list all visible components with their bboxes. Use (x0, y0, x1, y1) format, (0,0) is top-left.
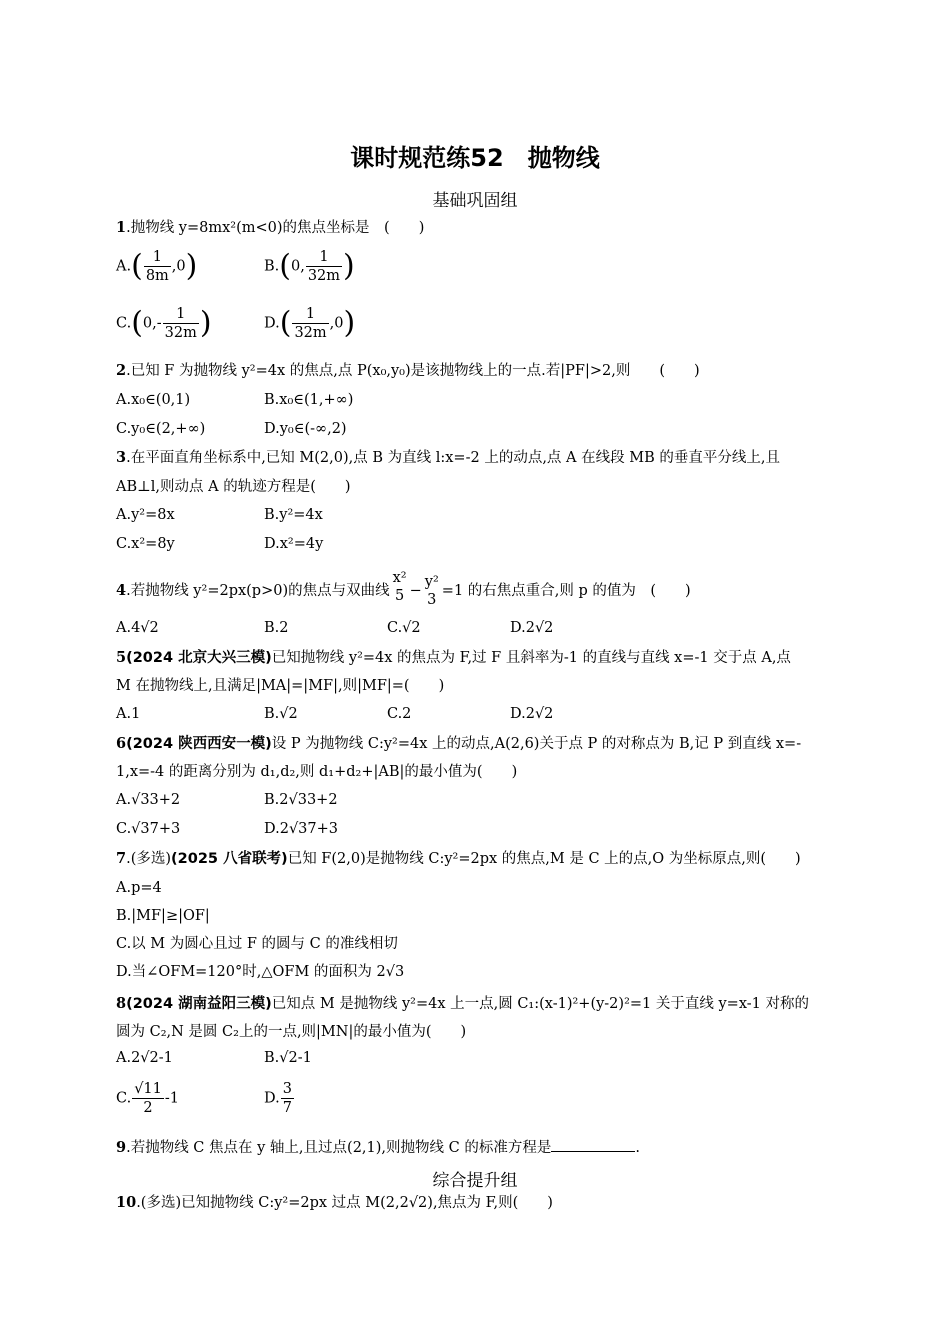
question-text: .若抛物线 C 焦点在 y 轴上,且过点(2,1),则抛物线 C 的标准方程是 (126, 1140, 552, 1156)
question-3 (116, 449, 780, 467)
fraction (163, 305, 199, 342)
numerator: 1 (163, 305, 199, 324)
paren-right: ) (185, 248, 198, 284)
paren-right: ) (343, 305, 356, 341)
question-text: .(多选)已知抛物线 C:y²=2px 过点 M(2,2√2),焦点为 F,则( ) (136, 1195, 553, 1211)
option-label: C. (116, 315, 132, 332)
question-prefix: .(多选) (126, 851, 172, 867)
fraction (292, 305, 328, 342)
fraction (423, 573, 441, 609)
question-6 (116, 735, 801, 753)
option-2c: C.y₀∈(2,+∞) (116, 421, 206, 437)
question-text: .若抛物线 y²=2px(p>0)的焦点与双曲线 (126, 583, 390, 599)
option-8c (116, 1080, 179, 1117)
question-text: 已知抛物线 y²=4x 的焦点为 F,过 F 且斜率为-1 的直线与直线 x=-1 交于点 A,点 (271, 650, 791, 666)
question-7 (116, 850, 801, 868)
numerator: 3 (282, 1081, 292, 1097)
denominator: 7 (282, 1100, 292, 1116)
option-7a: A.p=4 (116, 880, 162, 896)
source-tag: (2024 陕西西安一模) (126, 736, 272, 752)
question-9 (116, 1139, 640, 1157)
option-label: A. (116, 258, 132, 275)
option-8b: B.√2-1 (264, 1050, 312, 1066)
option-1d (264, 305, 355, 342)
option-label: B. (264, 258, 280, 275)
option-8a: A.2√2-1 (116, 1050, 173, 1066)
option-1b (264, 248, 355, 285)
option-tail: ,0 (171, 258, 186, 275)
question-5-line-2: M 在抛物线上,且满足|MA|=|MF|,则|MF|=( ) (116, 678, 445, 694)
question-text-tail: =1 的右焦点重合,则 p 的值为 ( ) (441, 583, 691, 599)
question-text: 设 P 为抛物线 C:y²=4x 上的动点,A(2,6)关于点 P 的对称点为 B,记 P 到直线 x=- (271, 736, 802, 752)
question-number: 1 (116, 219, 127, 236)
option-5d: D.2√2 (510, 706, 554, 722)
fraction (144, 248, 171, 285)
page-title: 课时规范练52 抛物线 (350, 144, 600, 172)
numerator: y² (424, 574, 439, 590)
option-2b: B.x₀∈(1,+∞) (264, 392, 354, 408)
option-head: 0,- (142, 315, 162, 332)
question-number: 10 (116, 1194, 137, 1211)
option-tail: -1 (164, 1090, 180, 1107)
question-2 (116, 362, 700, 380)
question-number: 4 (116, 582, 127, 599)
numerator: x² (392, 570, 407, 586)
numerator: √11 (134, 1081, 162, 1097)
question-text: .抛物线 y=8mx²(m<0)的焦点坐标是 ( ) (126, 220, 425, 236)
option-label: C. (116, 1090, 132, 1107)
option-3d: D.x²=4y (264, 536, 324, 552)
question-number: 5 (116, 649, 127, 666)
option-7c: C.以 M 为圆心且过 F 的圆与 C 的准线相切 (116, 936, 398, 952)
option-1a (116, 248, 197, 285)
option-1c (116, 305, 212, 342)
paren-right: ) (199, 305, 212, 341)
question-8-line-2: 圆为 C₂,N 是圆 C₂上的一点,则|MN|的最小值为( ) (116, 1024, 467, 1040)
option-head: 0, (290, 258, 305, 275)
option-7b: B.|MF|≥|OF| (116, 908, 210, 924)
option-3c: C.x²=8y (116, 536, 175, 552)
question-1 (116, 219, 424, 237)
fraction (306, 248, 342, 285)
option-5b: B.√2 (264, 706, 298, 722)
option-8d (264, 1080, 295, 1117)
question-number: 2 (116, 362, 127, 379)
option-4d: D.2√2 (510, 620, 554, 636)
question-text: .在平面直角坐标系中,已知 M(2,0),点 B 为直线 l:x=-2 上的动点,点 A 在线段 MB 的垂直平分线上,且 (126, 450, 780, 466)
option-6b: B.2√33+2 (264, 792, 338, 808)
question-number: 7 (116, 850, 127, 867)
question-text: 已知 F(2,0)是抛物线 C:y²=2px 的焦点,M 是 C 上的点,O 为坐标原点,则( ) (287, 851, 801, 867)
question-number: 3 (116, 449, 127, 466)
option-label: D. (264, 315, 280, 332)
option-4c: C.√2 (387, 620, 421, 636)
denominator: 32m (294, 325, 327, 341)
question-10 (116, 1194, 553, 1212)
question-number: 6 (116, 735, 127, 752)
option-6a: A.√33+2 (116, 792, 181, 808)
option-6d: D.2√37+3 (264, 821, 339, 837)
denominator: 32m (307, 268, 341, 284)
option-7d: D.当∠OFM=120°时,△OFM 的面积为 2√3 (116, 964, 405, 980)
denominator: 2 (143, 1100, 153, 1116)
option-5a: A.1 (116, 706, 141, 722)
numerator: 1 (306, 248, 342, 267)
denominator: 32m (164, 325, 197, 341)
question-number: 8 (116, 995, 127, 1012)
minus-sign: − (409, 583, 422, 599)
option-5c: C.2 (387, 706, 412, 722)
question-6-line-2: 1,x=-4 的距离分别为 d₁,d₂,则 d₁+d₂+|AB|的最小值为( ) (116, 764, 518, 780)
option-label: D. (264, 1090, 280, 1107)
question-text: .已知 F 为抛物线 y²=4x 的焦点,点 P(x₀,y₀)是该抛物线上的一点.若|PF|>2,则 ( ) (126, 363, 700, 379)
denominator: 3 (427, 592, 437, 608)
fraction (391, 569, 409, 605)
numerator: 1 (292, 305, 328, 324)
source-tag: (2025 八省联考) (171, 851, 288, 867)
option-tail: ,0 (329, 315, 344, 332)
source-tag: (2024 北京大兴三模) (126, 650, 272, 666)
question-8 (116, 995, 809, 1013)
numerator: 1 (144, 248, 171, 267)
question-end: . (635, 1140, 640, 1156)
option-3a: A.y²=8x (116, 507, 175, 523)
option-6c: C.√37+3 (116, 821, 181, 837)
fraction (132, 1080, 164, 1117)
denominator: 5 (395, 588, 405, 604)
paren-left: ( (131, 305, 143, 341)
question-4 (116, 570, 691, 609)
paren-right: ) (343, 248, 355, 284)
question-number: 9 (116, 1139, 127, 1156)
section-heading-advanced: 综合提升组 (432, 1171, 518, 1191)
denominator: 8m (145, 268, 169, 284)
paren-left: ( (279, 248, 291, 284)
option-4b: B.2 (264, 620, 289, 636)
section-heading-basic: 基础巩固组 (432, 191, 518, 211)
option-4a: A.4√2 (116, 620, 159, 636)
question-3-line-2: AB⊥l,则动点 A 的轨迹方程是( ) (116, 479, 351, 495)
option-2d: D.y₀∈(-∞,2) (264, 421, 347, 437)
question-text: 已知点 M 是抛物线 y²=4x 上一点,圆 C₁:(x-1)²+(y-2)²=1 关于直线 y=x-1 对称的 (271, 996, 809, 1012)
fraction (281, 1080, 294, 1117)
option-3b: B.y²=4x (264, 507, 323, 523)
paren-left: ( (279, 305, 292, 341)
option-2a: A.x₀∈(0,1) (116, 392, 191, 408)
answer-blank (551, 1151, 635, 1152)
source-tag: (2024 湖南益阳三模) (126, 996, 272, 1012)
paren-left: ( (131, 248, 143, 284)
question-5 (116, 649, 791, 667)
